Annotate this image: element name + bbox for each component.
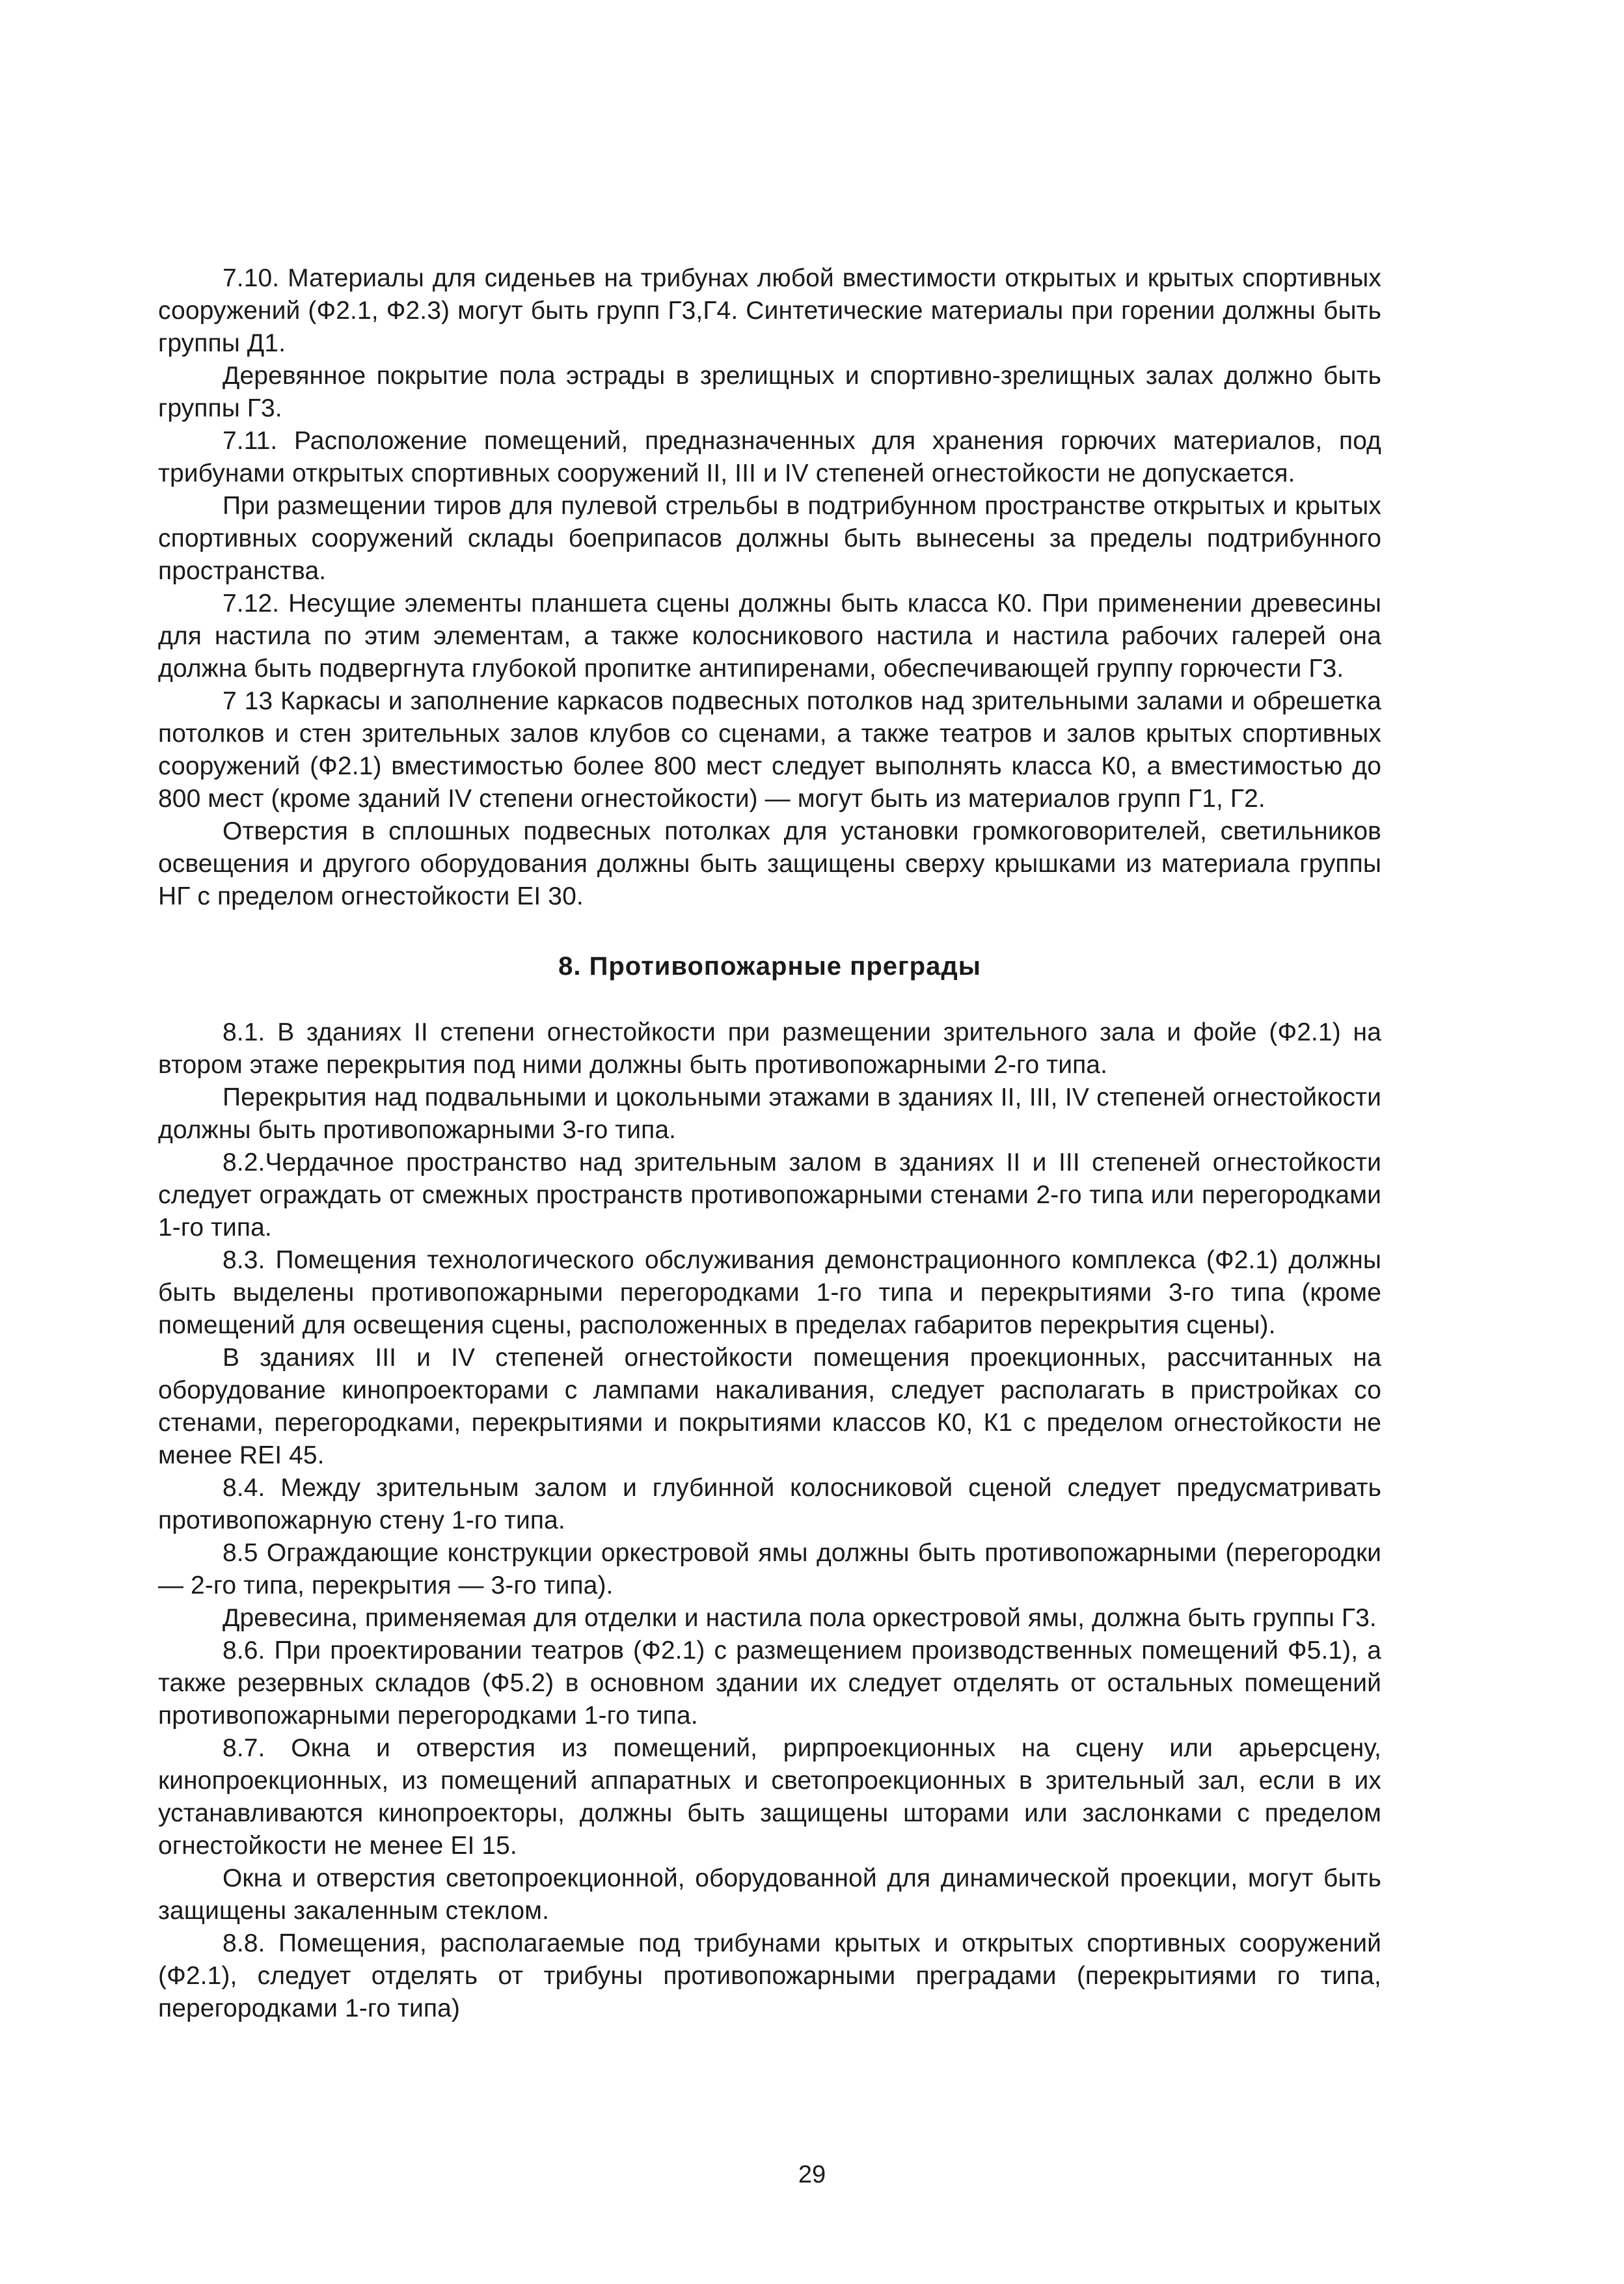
paragraph-8-3-projection-rooms: В зданиях III и IV степеней огнестойкости помещения проекционных, рассчитанных на оборудование кинопроекторами с лампами накаливания, следует располагать в пристройках со стенами, перегородками, перекрытиями и покрытиями классов К0, К1 с пределом огнестойкости не менее REI 45. [158, 1344, 1381, 1469]
paragraph-8-8: 8.8. Помещения, располагаемые под трибунами крытых и открытых спортивных сооружений (Ф2.1), следует отделять от трибуны противопожарными преградами (перекрытиями го типа, перегородками 1-го типа) [158, 1929, 1381, 2022]
paragraph-8-7-light-projection: Окна и отверстия светопроекционной, оборудованной для динамической проекции, могут быть защищены закаленным стеклом. [158, 1864, 1381, 1925]
paragraph-8-5-orchestra-pit-wood: Древесина, применяемая для отделки и настила пола оркестровой ямы, должна быть группы Г3. [223, 1604, 1377, 1632]
paragraph-7-13: 7 13 Каркасы и заполнение каркасов подвесных потолков над зрительными залами и обрешетка потолков и стен зрительных залов клубов со сценами, а также театров и залов крытых спортивных сооружений (Ф2.1) вместимостью более 800 мест следует выполнять класса К0, а вместимостью до 800 мест (кроме зданий IV степени огнестойкости) — могут быть из материалов групп Г1, Г2. [158, 687, 1381, 813]
paragraph-8-2: 8.2.Чердачное пространство над зрительным залом в зданиях II и III степеней огнестойкости следует ограждать от смежных пространств противопожарными стенами 2-го типа или перегородками 1-го типа. [158, 1149, 1381, 1242]
page-content [158, 262, 1381, 2025]
paragraph-8-1: 8.1. В зданиях II степени огнестойкости при размещении зрительного зала и фойе (Ф2.1) на втором этаже перекрытия под ними должны быть противопожарными 2-го типа. [158, 1018, 1381, 1079]
paragraph-7-10-wood-floor: Деревянное покрытие пола эстрады в зрелищных и спортивно-зрелищных залах должно быть группы Г3. [158, 362, 1381, 422]
paragraph-7-10: 7.10. Материалы для сиденьев на трибунах любой вместимости открытых и крытых спортивных сооружений (Ф2.1, Ф2.3) могут быть групп Г3,Г4. Синтетические материалы при горении должны быть группы Д1. [158, 264, 1381, 357]
paragraph-8-4: 8.4. Между зрительным залом и глубинной колосниковой сценой следует предусматривать противопожарную стену 1-го типа. [158, 1474, 1381, 1534]
paragraph-7-12: 7.12. Несущие элементы планшета сцены должны быть класса К0. При применении древесины для настила по этим элементам, а также колосникового настила и настила рабочих галерей она должна быть подвергнута глубокой пропитке антипиренами, обеспечивающей группу горючести Г3. [158, 590, 1381, 683]
paragraph-8-5: 8.5 Ограждающие конструкции оркестровой ямы должны быть противопожарными (перегородки — 2-го типа, перекрытия — 3-го типа). [158, 1539, 1381, 1599]
section-8-title: 8. Противопожарные преграды [558, 952, 981, 981]
paragraph-8-1-basement: Перекрытия над подвальными и цокольными этажами в зданиях II, III, IV степеней огнестойкости должны быть противопожарными 3-го типа. [158, 1083, 1381, 1144]
paragraph-8-6: 8.6. При проектировании театров (Ф2.1) с размещением производственных помещений Ф5.1), а также резервных складов (Ф5.2) в основном здании их следует отделять от остальных помещений противопожарными перегородками 1-го типа. [158, 1637, 1381, 1730]
paragraph-8-7: 8.7. Окна и отверстия из помещений, рирпроекционных на сцену или арьерсцену, кинопроекционных, из помещений аппаратных и светопроекционных в зрительный зал, если в их устанавливаются кинопроекторы, должны быть защищены шторами или заслонками с пределом огнестойкости не менее EI 15. [158, 1734, 1381, 1860]
paragraph-7-11: 7.11. Расположение помещений, предназначенных для хранения горючих материалов, под трибунами открытых спортивных сооружений II, III и IV степеней огнестойкости не допускается. [158, 427, 1381, 487]
paragraph-7-11-shooting-range: При размещении тиров для пулевой стрельбы в подтрибунном пространстве открытых и крытых спортивных сооружений склады боеприпасов должны быть вынесены за пределы подтрибунного пространства. [158, 492, 1381, 585]
paragraph-8-3: 8.3. Помещения технологического обслуживания демонстрационного комплекса (Ф2.1) должны быть выделены противопожарными перегородками 1-го типа и перекрытиями 3-го типа (кроме помещений для освещения сцены, расположенных в пределах габаритов перекрытия сцены). [158, 1246, 1381, 1339]
paragraph-7-13-openings: Отверстия в сплошных подвесных потолках для установки громкоговорителей, светильников освещения и другого оборудования должны быть защищены сверху крышками из материала группы НГ с пределом огнестойкости EI 30. [158, 817, 1381, 910]
page-number: 29 [798, 2161, 826, 2188]
